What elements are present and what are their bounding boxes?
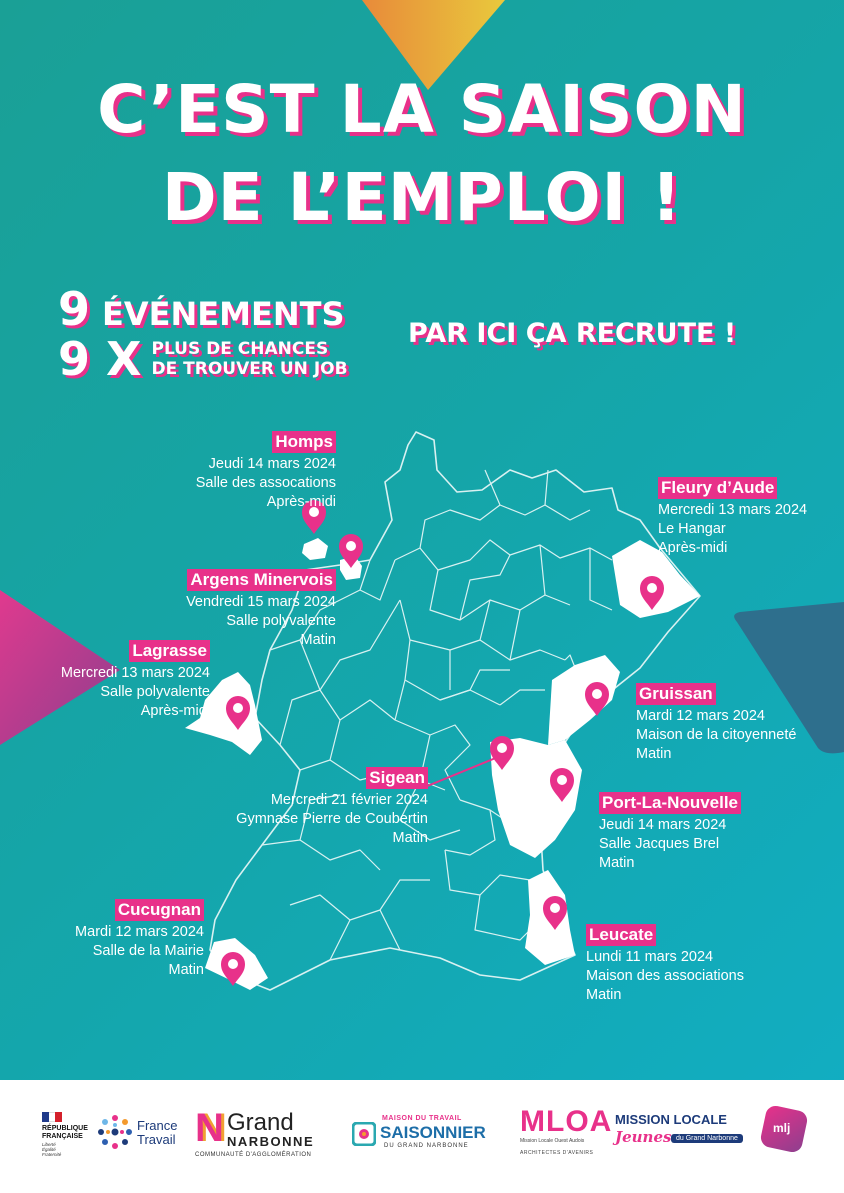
territory-outline	[210, 432, 700, 990]
rf-line-2: FRANÇAISE	[42, 1133, 83, 1140]
chances-line-1: PLUS DE CHANCES	[151, 339, 329, 359]
event-name: Fleury d’Aude	[658, 477, 777, 499]
events-label: ÉVÉNEMENTS	[102, 295, 345, 333]
rf-motto-3: Fraternité	[42, 1152, 62, 1157]
partner-logos-footer	[0, 1080, 844, 1193]
mission-locale-logo	[615, 1106, 815, 1162]
gn-line-3: COMMUNAUTÉ D'AGGLOMÉRATION	[195, 1152, 312, 1158]
event-venue: Maison des associations	[586, 968, 744, 984]
event-name: Homps	[272, 431, 336, 453]
grand-narbonne-logo	[195, 1106, 335, 1160]
maison-travail-saisonnier-logo	[352, 1114, 497, 1154]
mloa-logo	[520, 1105, 613, 1162]
event-name: Lagrasse	[129, 640, 210, 662]
ml-line-2: Jeunes	[615, 1128, 672, 1146]
event-name: Sigean	[366, 767, 428, 789]
ft-line-2: Travail	[137, 1132, 176, 1147]
mts-line-3: DU GRAND NARBONNE	[384, 1143, 469, 1149]
title-line-2: DE L’EMPLOI !	[161, 159, 683, 236]
rf-line-1: RÉPUBLIQUE	[42, 1125, 88, 1132]
event-name: Argens Minervois	[187, 569, 336, 591]
event-argens-minervois	[186, 569, 336, 650]
event-venue: Salle Jacques Brel	[599, 836, 720, 852]
event-date: Mardi 12 mars 2024	[75, 924, 204, 940]
ml-badge: mlj	[773, 1121, 791, 1135]
event-time: Matin	[168, 962, 204, 978]
event-time: Matin	[392, 830, 428, 846]
event-time: Après-midi	[266, 494, 336, 510]
event-cucugnan	[75, 899, 204, 980]
event-venue: Maison de la citoyenneté	[636, 727, 797, 743]
mts-line-1: MAISON DU TRAVAIL	[382, 1115, 462, 1122]
events-count: 9	[58, 282, 91, 336]
event-time: Matin	[300, 632, 336, 648]
event-time: Après-midi	[658, 540, 728, 556]
event-time: Matin	[599, 855, 635, 871]
event-leucate	[586, 924, 744, 1005]
event-date: Vendredi 15 mars 2024	[186, 594, 336, 610]
event-homps	[196, 431, 336, 512]
event-name: Cucugnan	[115, 899, 204, 921]
mloa-sub: ARCHITECTES D'AVENIRS	[520, 1150, 594, 1156]
gn-line-1: Grand	[227, 1109, 294, 1136]
france-travail-logo	[97, 1114, 187, 1154]
gn-line-2: NARBONNE	[227, 1134, 315, 1149]
area-homps	[302, 538, 328, 560]
event-fleury-daude	[658, 477, 807, 558]
event-time: Après-midi	[140, 703, 210, 719]
event-sigean	[236, 767, 428, 848]
event-time: Matin	[586, 987, 622, 1003]
sigean-connector	[425, 757, 498, 787]
mloa-word-3: Ouest	[554, 1138, 568, 1144]
title-line-1: C’EST LA SAISON	[97, 71, 747, 148]
mts-line-2: SAISONNIER	[380, 1123, 486, 1142]
event-name: Leucate	[586, 924, 656, 946]
event-port-la-nouvelle	[599, 792, 741, 873]
area-gruissan	[548, 655, 620, 745]
event-time: Matin	[636, 746, 672, 762]
mloa-word-4: Audois	[568, 1138, 585, 1144]
event-venue: Le Hangar	[658, 521, 726, 537]
event-name: Gruissan	[636, 683, 716, 705]
ml-line-3: du Grand Narbonne	[671, 1134, 743, 1143]
rf-motto-1: Liberté	[42, 1142, 56, 1147]
event-venue: Gymnase Pierre de Coubertin	[236, 811, 428, 827]
rf-motto-2: Égalité	[42, 1147, 56, 1152]
event-date: Lundi 11 mars 2024	[586, 949, 714, 965]
chances-multiplier: 9 X	[58, 332, 142, 386]
france-travail-dots-icon	[97, 1114, 133, 1150]
grand-narbonne-n-icon: N	[195, 1106, 224, 1150]
event-date: Mercredi 13 mars 2024	[60, 665, 210, 681]
event-venue: Salle polyvalente	[100, 684, 210, 700]
event-gruissan	[636, 683, 796, 764]
event-venue: Salle polyvalente	[226, 613, 336, 629]
event-name: Port-La-Nouvelle	[599, 792, 741, 814]
event-date: Mercredi 21 février 2024	[270, 792, 428, 808]
mloa-letters: MLOA	[520, 1105, 613, 1138]
mts-emblem-icon	[352, 1122, 376, 1146]
republique-francaise-logo	[42, 1112, 92, 1157]
mloa-word-1: Mission	[520, 1138, 537, 1144]
marianne-flag-icon	[42, 1112, 62, 1122]
ml-line-1: MISSION LOCALE	[615, 1112, 727, 1127]
event-date: Jeudi 14 mars 2024	[208, 456, 336, 472]
event-venue: Salle de la Mairie	[92, 943, 204, 959]
ft-line-1: France	[137, 1118, 178, 1133]
tagline: PAR ICI ÇA RECRUTE !	[408, 318, 737, 349]
mloa-word-2: Locale	[538, 1138, 554, 1144]
event-date: Jeudi 14 mars 2024	[599, 817, 727, 833]
chances-line-2: DE TROUVER UN JOB	[151, 359, 348, 379]
event-date: Mercredi 13 mars 2024	[658, 502, 808, 518]
event-venue: Salle des assocations	[195, 475, 336, 491]
event-lagrasse	[61, 640, 210, 721]
event-date: Mardi 12 mars 2024	[636, 708, 765, 724]
